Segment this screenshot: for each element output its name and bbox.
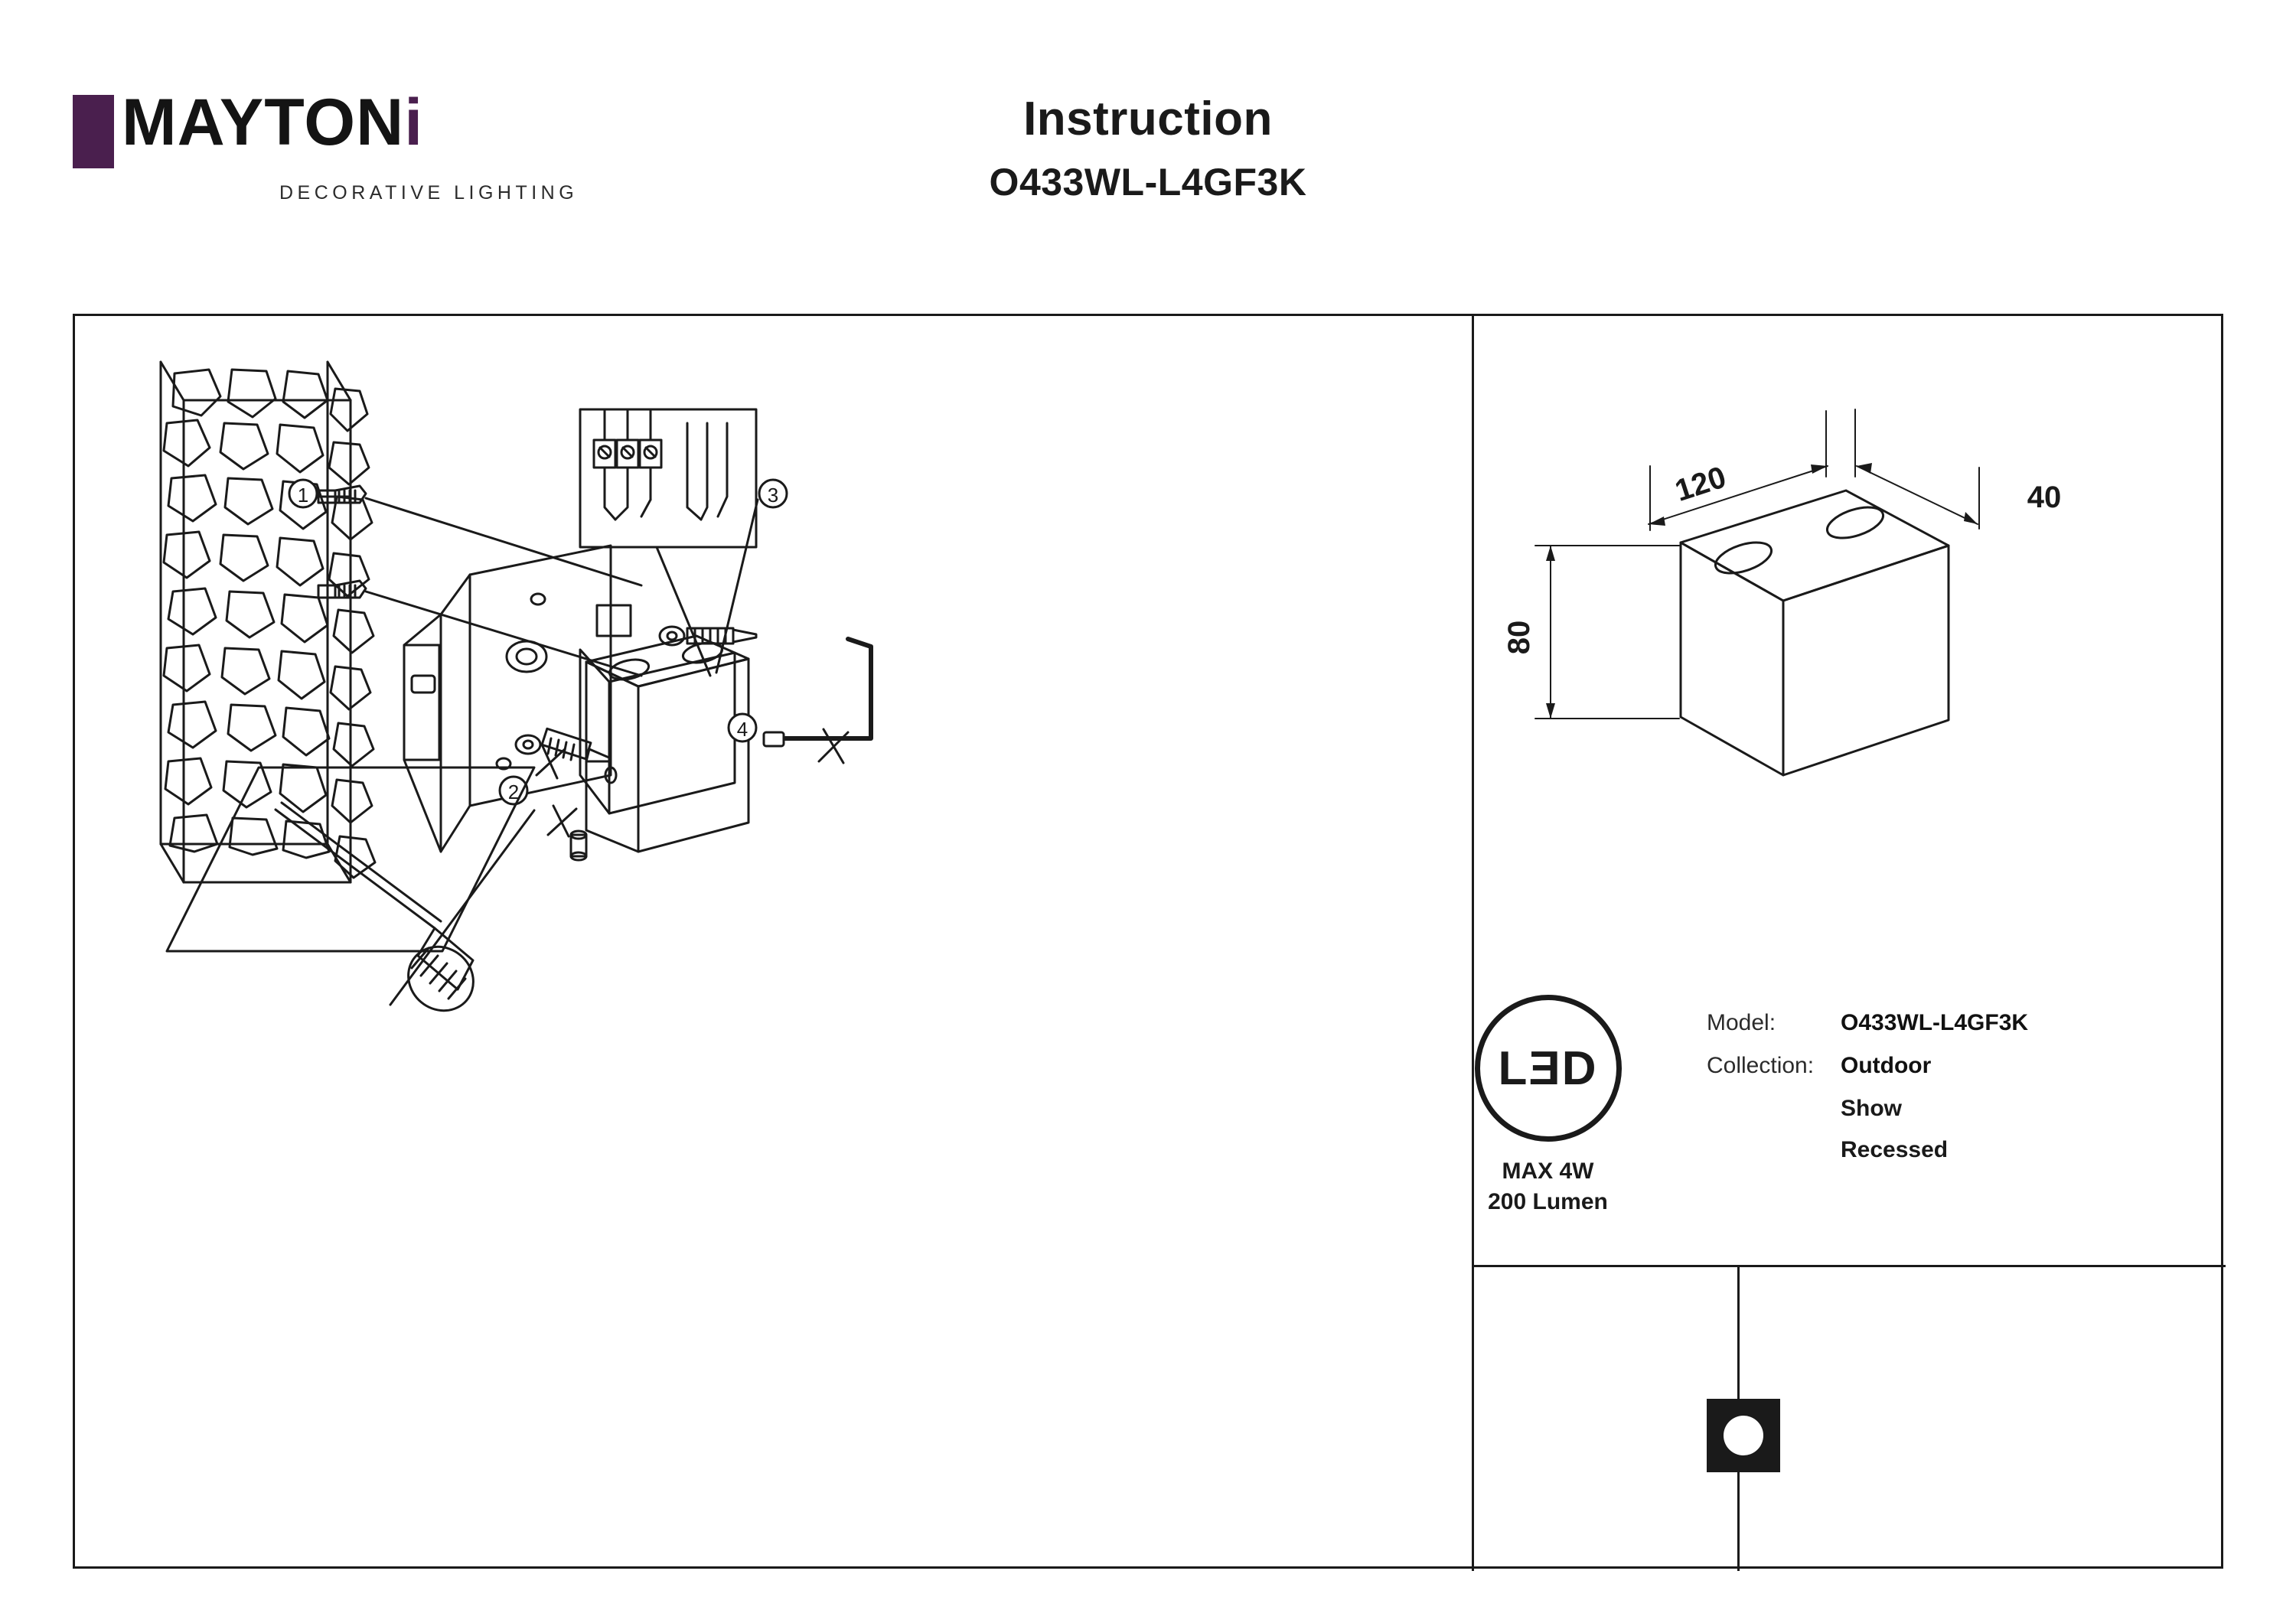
- svg-text:1: 1: [297, 484, 309, 507]
- spec-icon-wrap: [1707, 1399, 1780, 1472]
- led-badge-text: LƎD: [1498, 1041, 1598, 1095]
- led-max-power: MAX 4W: [1502, 1159, 1594, 1184]
- instruction-frame: [73, 314, 2223, 1569]
- spec-table: [1707, 1010, 2166, 1178]
- spec-value-collection: Outdoor: [1841, 1053, 1932, 1078]
- recessed-downlight-icon: [1707, 1399, 1780, 1472]
- dimension-depth-label: 40: [2027, 481, 2062, 514]
- recessed-downlight-icon-inner: [1724, 1416, 1763, 1455]
- spec-value-model: O433WL-L4GF3K: [1841, 1010, 2029, 1035]
- spec-extra-recessed: Recessed: [1841, 1137, 1949, 1162]
- brand-logo-mark-icon: [73, 95, 114, 168]
- spec-row-collection: [1707, 1053, 2166, 1079]
- led-lumen: 200 Lumen: [1488, 1189, 1608, 1214]
- spec-row-model: [1707, 1010, 2166, 1036]
- document-title-block: [842, 92, 1454, 204]
- svg-text:3: 3: [767, 484, 779, 507]
- dimension-width-label: 120: [1671, 460, 1730, 508]
- assembly-illustration: [75, 316, 1472, 1571]
- spec-label-collection: Collection:: [1707, 1053, 1815, 1078]
- svg-text:4: 4: [736, 718, 748, 741]
- page-header: [0, 0, 2296, 306]
- brand-tagline: DECORATIVE LIGHTING: [279, 182, 579, 204]
- spec-label-model: Model:: [1707, 1010, 1776, 1035]
- brand-logo: [73, 86, 593, 204]
- dimension-height-label: 80: [1502, 620, 1536, 655]
- led-badge-block: [1439, 995, 1657, 1215]
- page-model-code: O433WL-L4GF3K: [989, 161, 1307, 204]
- led-icon: [1475, 995, 1622, 1142]
- page-title: Instruction: [1023, 93, 1273, 145]
- brand-logo-text: MAYTONi: [122, 86, 424, 159]
- svg-text:2: 2: [507, 781, 520, 803]
- frame-horizontal-divider: [1472, 1265, 2226, 1267]
- spec-extra-show: Show: [1841, 1096, 1902, 1121]
